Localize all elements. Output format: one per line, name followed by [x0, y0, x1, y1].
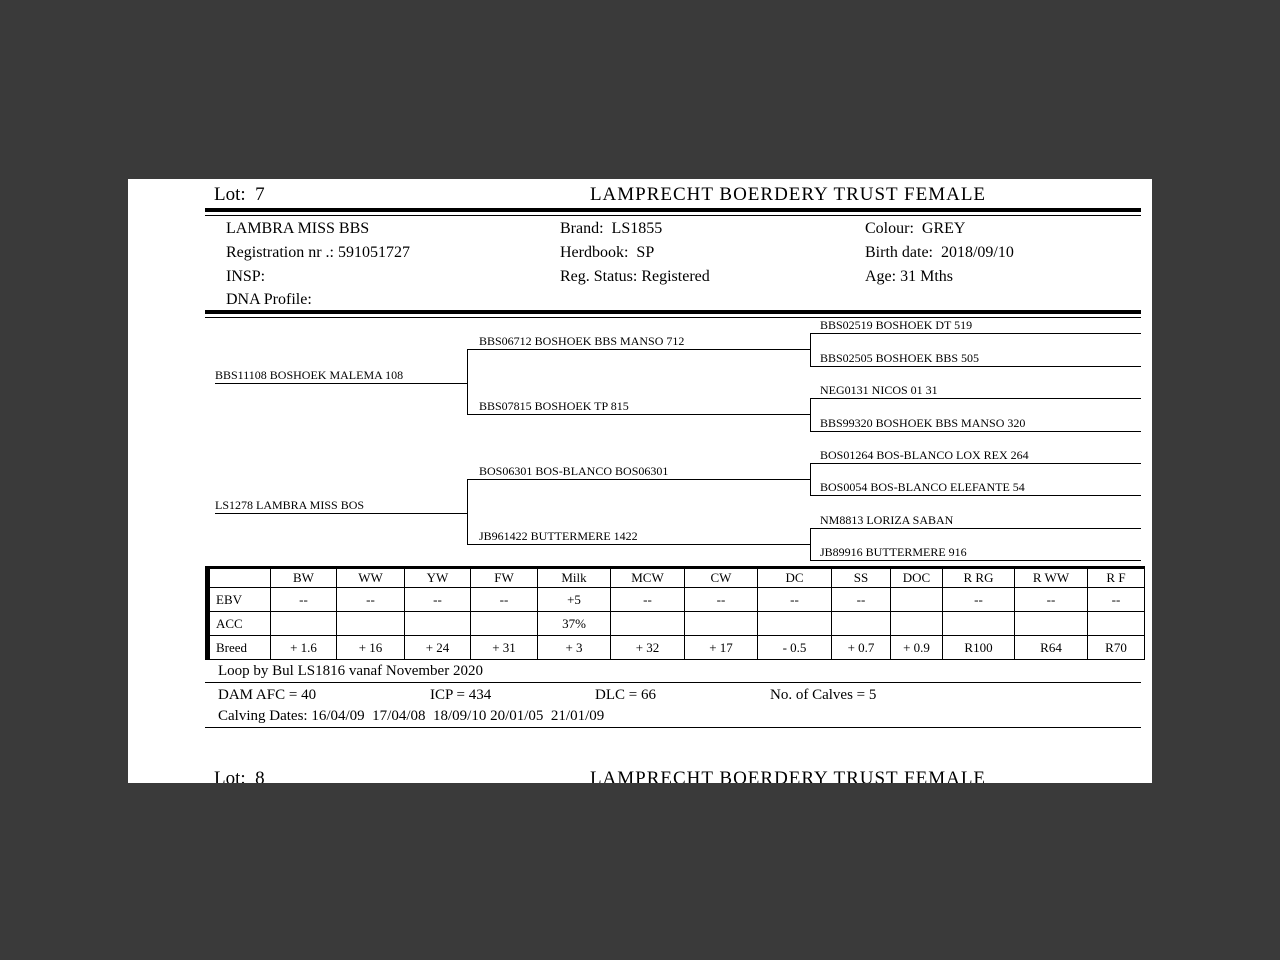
pedigree-connector: [810, 334, 811, 367]
animal-name: LAMBRA MISS BBS: [226, 220, 370, 237]
pedigree-gen3-entry: NM8813 LORIZA SABAN: [810, 512, 1141, 529]
dlc: DLC = 66: [595, 687, 656, 703]
pedigree-gen3-entry: BBS99320 BOSHOEK BBS MANSO 320: [810, 415, 1141, 432]
breed-cell: + 1.6: [271, 636, 337, 660]
column-header: FW: [471, 568, 538, 588]
pedigree-gen3-entry: BOS01264 BOS-BLANCO LOX REX 264: [810, 447, 1141, 464]
catalog-page: [128, 179, 1152, 783]
pedigree-gen2-entry: JB961422 BUTTERMERE 1422: [467, 528, 810, 545]
row-label: Breed: [208, 636, 271, 660]
breed-cell: + 0.7: [832, 636, 891, 660]
divider: [205, 727, 1141, 728]
divider: [205, 682, 1141, 683]
column-header: CW: [685, 568, 758, 588]
pedigree-gen3-entry: JB89916 BUTTERMERE 916: [810, 544, 1141, 561]
acc-cell: [271, 612, 337, 636]
breed-cell: R100: [943, 636, 1015, 660]
pedigree-sire: BBS11108 BOSHOEK MALEMA 108: [215, 367, 467, 384]
ebv-cell: [891, 588, 943, 612]
acc-cell: [471, 612, 538, 636]
calving-dates: Calving Dates: 16/04/09 17/04/08 18/09/10 20/01/05 21/01/09: [218, 708, 605, 724]
ebv-cell: --: [471, 588, 538, 612]
brand: Brand: LS1855: [560, 220, 663, 237]
breed-cell: + 32: [611, 636, 685, 660]
registration-number: Registration nr .: 591051727: [226, 244, 410, 261]
pedigree-connector: [467, 350, 468, 415]
column-header: R F: [1088, 568, 1145, 588]
breed-cell: + 3: [538, 636, 611, 660]
icp: ICP = 434: [430, 687, 492, 703]
pedigree-gen2-entry: BOS06301 BOS-BLANCO BOS06301: [467, 463, 810, 480]
colour: Colour: GREY: [865, 220, 966, 237]
acc-cell: [758, 612, 832, 636]
ebv-table: [205, 566, 1145, 660]
column-header: YW: [405, 568, 471, 588]
header-divider: [205, 208, 1141, 216]
column-header: DC: [758, 568, 832, 588]
row-label: EBV: [208, 588, 271, 612]
next-lot-number: Lot: 8: [214, 768, 265, 783]
pedigree-connector: [810, 399, 811, 432]
breed-cell: R70: [1088, 636, 1145, 660]
column-header: R RG: [943, 568, 1015, 588]
acc-cell: [891, 612, 943, 636]
herdbook: Herdbook: SP: [560, 244, 655, 261]
acc-cell: [685, 612, 758, 636]
acc-cell: [1015, 612, 1088, 636]
reg-status: Reg. Status: Registered: [560, 268, 710, 285]
breed-cell: - 0.5: [758, 636, 832, 660]
acc-row: [208, 612, 1145, 636]
pedigree-gen2-entry: BBS06712 BOSHOEK BBS MANSO 712: [467, 333, 810, 350]
acc-cell: [611, 612, 685, 636]
ebv-cell: +5: [538, 588, 611, 612]
pedigree-gen2-entry: BBS07815 BOSHOEK TP 815: [467, 398, 810, 415]
column-header: SS: [832, 568, 891, 588]
ebv-cell: --: [405, 588, 471, 612]
breed-cell: + 16: [337, 636, 405, 660]
pedigree-gen3-entry: BBS02505 BOSHOEK BBS 505: [810, 350, 1141, 367]
age: Age: 31 Mths: [865, 268, 953, 285]
dam-afc: DAM AFC = 40: [218, 687, 317, 703]
breed-cell: R64: [1015, 636, 1088, 660]
ebv-cell: --: [832, 588, 891, 612]
acc-cell: [1088, 612, 1145, 636]
breed-cell: + 0.9: [891, 636, 943, 660]
breed-row: [208, 636, 1145, 660]
birth-date: Birth date: 2018/09/10: [865, 244, 1014, 261]
page-title: LAMPRECHT BOERDERY TRUST FEMALE: [589, 184, 987, 205]
column-header: BW: [271, 568, 337, 588]
acc-cell: [337, 612, 405, 636]
ebv-table-header-row: [208, 568, 1145, 588]
acc-cell: [832, 612, 891, 636]
column-header: MCW: [611, 568, 685, 588]
breed-cell: + 31: [471, 636, 538, 660]
no-of-calves: No. of Calves = 5: [770, 687, 877, 703]
pedigree-dam: LS1278 LAMBRA MISS BOS: [215, 497, 467, 514]
breed-cell: + 24: [405, 636, 471, 660]
lot-number: Lot: 7: [214, 184, 265, 205]
ebv-cell: --: [1015, 588, 1088, 612]
column-header: [208, 568, 271, 588]
pedigree-connector: [810, 529, 811, 561]
insp-label: INSP:: [226, 268, 266, 285]
acc-cell: [405, 612, 471, 636]
ebv-cell: --: [943, 588, 1015, 612]
ebv-cell: --: [271, 588, 337, 612]
pedigree-gen3-entry: NEG0131 NICOS 01 31: [810, 382, 1141, 399]
ebv-cell: --: [758, 588, 832, 612]
ebv-row: [208, 588, 1145, 612]
row-label: ACC: [208, 612, 271, 636]
column-header: DOC: [891, 568, 943, 588]
acc-cell: 37%: [538, 612, 611, 636]
ebv-cell: --: [611, 588, 685, 612]
column-header: R WW: [1015, 568, 1088, 588]
ebv-cell: --: [1088, 588, 1145, 612]
acc-cell: [943, 612, 1015, 636]
pedigree-gen3-entry: BBS02519 BOSHOEK DT 519: [810, 317, 1141, 334]
next-lot-title: LAMPRECHT BOERDERY TRUST FEMALE: [589, 768, 987, 783]
breed-cell: + 17: [685, 636, 758, 660]
column-header: Milk: [538, 568, 611, 588]
dna-profile-label: DNA Profile:: [226, 291, 312, 308]
ebv-cell: --: [685, 588, 758, 612]
pedigree-gen3-entry: BOS0054 BOS-BLANCO ELEFANTE 54: [810, 479, 1141, 496]
ebv-cell: --: [337, 588, 405, 612]
column-header: WW: [337, 568, 405, 588]
pedigree-connector: [810, 464, 811, 496]
loop-note: Loop by Bul LS1816 vanaf November 2020: [218, 663, 483, 679]
pedigree-connector: [467, 480, 468, 545]
